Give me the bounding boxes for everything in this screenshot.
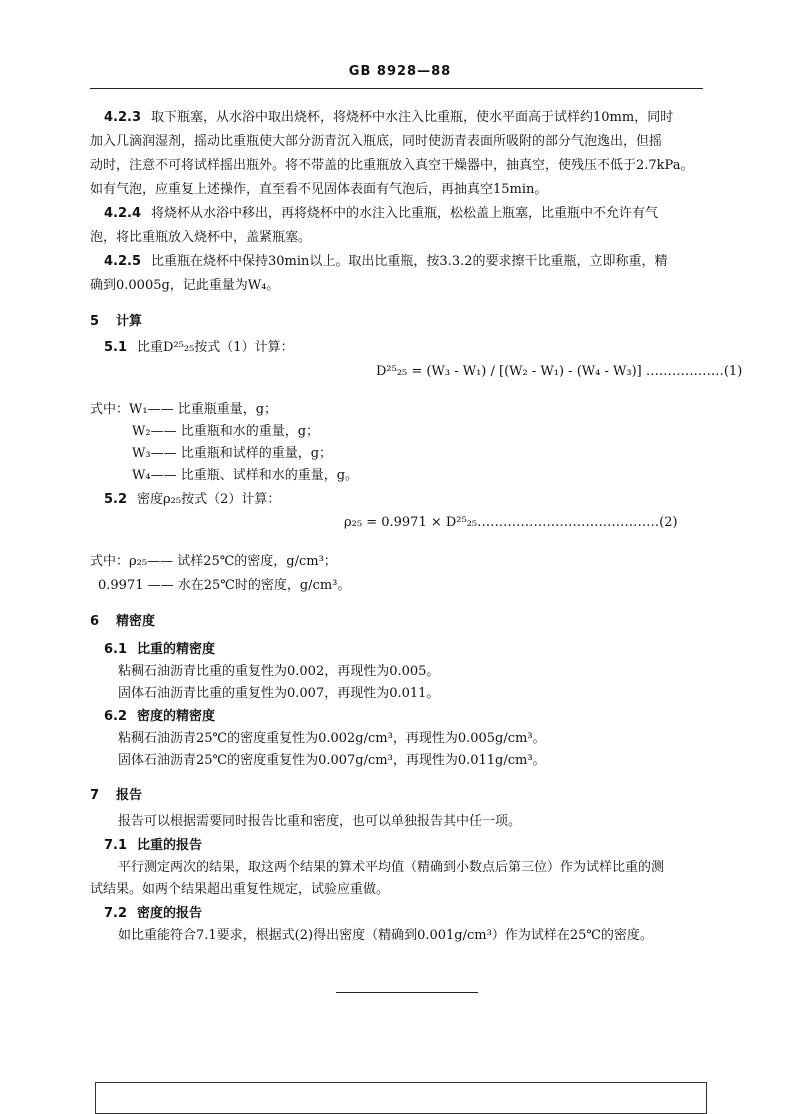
section-4-2-5-line-1 (104, 250, 668, 269)
section-7-2-heading (104, 902, 202, 921)
section-6-1-heading (104, 638, 215, 657)
section-number: 4.2.5 (104, 254, 142, 269)
section-4-2-3-line-1 (104, 106, 673, 125)
where-line-4: W₄—— 比重瓶、试样和水的重量，g。 (132, 468, 359, 483)
section-number: 6.1 (104, 642, 128, 657)
section-number: 5.1 (104, 340, 128, 355)
section-number: 5 (90, 314, 100, 329)
section-5-heading (90, 310, 142, 329)
section-4-2-3-line-2: 加入几滴润湿剂，摇动比重瓶使大部分沥青沉入瓶底，同时使沥青表面所吸附的部分气泡逸出，但摇 (90, 134, 663, 149)
section-number: 5.2 (104, 492, 128, 507)
section-5-1 (104, 336, 294, 355)
header-rule (90, 88, 703, 89)
where-line-1: 式中：W₁—— 比重瓶重量，g； (90, 402, 278, 417)
section-title: 密度的报告 (137, 906, 203, 921)
section-number: 6 (90, 614, 100, 629)
section-title: 计算 (116, 314, 143, 329)
section-7-intro: 报告可以根据需要同时报告比重和密度，也可以单独报告其中任一项。 (118, 814, 522, 829)
standard-number-header: GB 8928—88 (348, 64, 452, 79)
paragraph-text: 比重瓶在烧杯中保持30min以上。取出比重瓶，按3.3.2的要求擦干比重瓶，立即称重，精 (151, 254, 668, 269)
section-7-2-line-1: 如比重能符合7.1要求，根据式(2)得出密度（精确到0.001g/cm³）作为试样在25℃的密度。 (118, 928, 653, 943)
section-5-2 (104, 488, 280, 507)
where-line-3: W₃—— 比重瓶和试样的重量，g； (132, 446, 333, 461)
section-title: 密度的精密度 (137, 709, 216, 724)
paragraph-text: 密度ρ₂₅按式（2）计算： (137, 492, 281, 507)
section-number: 4.2.4 (104, 206, 142, 221)
section-7-1-line-2: 试结果。如两个结果超出重复性规定，试验应重做。 (90, 882, 390, 897)
end-of-document-rule (336, 992, 478, 993)
section-6-2-line-1: 粘稠石油沥青25℃的密度重复性为0.002g/cm³，再现性为0.005g/cm³。 (118, 731, 546, 746)
where-line-6: 0.9971 —— 水在25℃时的密度，g/cm³。 (98, 578, 351, 593)
section-title: 比重的精密度 (137, 642, 216, 657)
section-6-1-line-1: 粘稠石油沥青比重的重复性为0.002，再现性为0.005。 (118, 664, 440, 679)
paragraph-text: 取下瓶塞，从水浴中取出烧杯，将烧杯中水注入比重瓶，使水平面高于试样约10mm，同时 (151, 110, 674, 125)
section-number: 7 (90, 788, 100, 803)
section-7-1-line-1: 平行测定两次的结果，取这两个结果的算术平均值（精确到小数点后第三位）作为试样比重的测 (118, 860, 665, 875)
bottom-frame (95, 1082, 707, 1114)
section-number: 6.2 (104, 709, 128, 724)
section-4-2-3-line-4: 如有气泡，应重复上述操作，直至看不见固体表面有气泡后，再抽真空15min。 (90, 182, 548, 197)
equation-2: ρ₂₅ = 0.9971 × D²⁵₂₅……………………………………(2) (344, 515, 678, 530)
section-7-heading (90, 784, 142, 803)
section-number: 4.2.3 (104, 110, 142, 125)
section-6-1-line-2: 固体石油沥青比重的重复性为0.007，再现性为0.011。 (118, 686, 440, 701)
paragraph-text: 将烧杯从水浴中移出，再将烧杯中的水注入比重瓶，松松盖上瓶塞，比重瓶中不允许有气 (151, 206, 659, 221)
section-6-2-line-2: 固体石油沥青25℃的密度重复性为0.007g/cm³，再现性为0.011g/cm³。 (118, 753, 546, 768)
where-line-2: W₂—— 比重瓶和水的重量，g； (132, 424, 320, 439)
section-title: 比重的报告 (137, 838, 203, 853)
section-title: 精密度 (116, 614, 156, 629)
equation-1: D²⁵₂₅ = (W₃ - W₁) / [(W₂ - W₁) - (W₄ - W₃)] ………………(1) (376, 364, 743, 379)
section-title: 报告 (116, 788, 143, 803)
section-4-2-5-line-2: 确到0.0005g，记此重量为W₄。 (90, 278, 280, 293)
section-7-1-heading (104, 834, 202, 853)
where-line-5: 式中：ρ₂₅—— 试样25℃的密度，g/cm³； (90, 554, 337, 569)
paragraph-text: 比重D²⁵₂₅按式（1）计算： (137, 340, 294, 355)
section-4-2-4-line-2: 泡，将比重瓶放入烧杯中，盖紧瓶塞。 (90, 230, 312, 245)
section-6-2-heading (104, 705, 215, 724)
section-4-2-4-line-1 (104, 202, 658, 221)
section-6-heading (90, 610, 155, 629)
section-number: 7.2 (104, 906, 128, 921)
section-4-2-3-line-3: 动时，注意不可将试样摇出瓶外。将不带盖的比重瓶放入真空干燥器中，抽真空，使残压不低于2.7kPa。 (90, 158, 694, 173)
section-number: 7.1 (104, 838, 128, 853)
